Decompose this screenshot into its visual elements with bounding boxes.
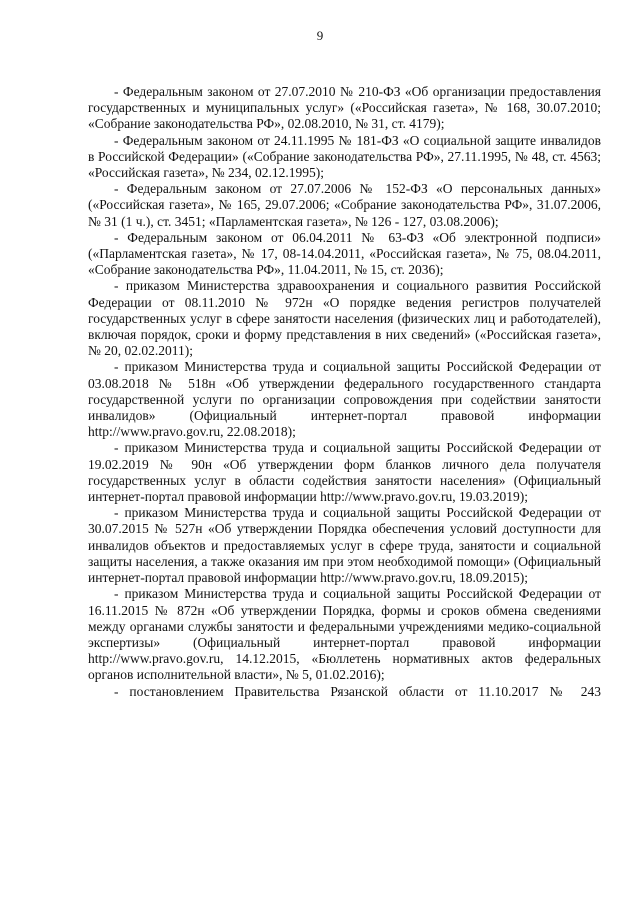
paragraph-law-181fz: - Федеральным законом от 24.11.1995 № 181-ФЗ «О социальной защите инвалидов в Российской Федерации» («Собрание законодательства РФ», 27.11.1995, № 48, ст. 4563; «Российская газета», № 234, 02.12.1995); [88,132,601,181]
paragraph-order-518n: - приказом Министерства труда и социальной защиты Российской Федерации от 03.08.2018 № 518н «Об утверждении федерального государственного стандарта государственной услуги по организации сопровождения при содействии занятости инвалидов» (Официальный интернет-портал правовой информации http://www.pravo.gov.ru, 22.08.2018); [88,359,601,440]
paragraph-order-872n: - приказом Министерства труда и социальной защиты Российской Федерации от 16.11.2015 № 872н «Об утверждении Порядка, формы и сроков обмена сведениями между органами службы занятости и федеральными учреждениями медико-социальной экспертизы» (Официальный интернет-портал правовой информации http://www.pravo.gov.ru, 14.12.2015, «Бюллетень нормативных актов федеральных органов исполнительной власти», № 5, 01.02.2016); [88,586,601,683]
legal-basis-list [88,84,601,700]
paragraph-resolution-243: - постановлением Правительства Рязанской области от 11.10.2017 № 243 [114,683,601,699]
page-number: 9 [316,28,324,43]
paragraph-law-63fz: - Федеральным законом от 06.04.2011 № 63-ФЗ «Об электронной подписи» («Парламентская газета», № 17, 08-14.04.2011, «Российская газета», № 75, 08.04.2011, «Собрание законодательства РФ», 11.04.2011, № 15, ст. 2036); [88,229,601,278]
paragraph-law-152fz: - Федеральным законом от 27.07.2006 № 152-ФЗ «О персональных данных» («Российская газета», № 165, 29.07.2006; «Собрание законодательства РФ», 31.07.2006, № 31 (1 ч.), ст. 3451; «Парламентская газета», № 126 - 127, 03.08.2006); [88,181,601,229]
paragraph-order-527n: - приказом Министерства труда и социальной защиты Российской Федерации от 30.07.2015 № 527н «Об утверждении Порядка обеспечения условий доступности для инвалидов объектов и предоставляемых услуг в сфере труда, занятости и социальной защиты населения, а также оказания им при этом необходимой помощи» (Официальный интернет-портал правовой информации http://www.pravo.gov.ru, 18.09.2015); [88,505,601,586]
paragraph-law-210fz: - Федеральным законом от 27.07.2010 № 210-ФЗ «Об организации предоставления государственных и муниципальных услуг» («Российская газета», № 168, 30.07.2010; «Собрание законодательства РФ», 02.08.2010, № 31, ст. 4179); [88,84,601,132]
paragraph-order-90n: - приказом Министерства труда и социальной защиты Российской Федерации от 19.02.2019 № 90н «Об утверждении форм бланков личного дела получателя государственных услуг в области содействия занятости населения» (Официальный интернет-портал правовой информации http://www.pravo.gov.ru, 19.03.2019); [88,440,601,505]
paragraph-order-972n: - приказом Министерства здравоохранения и социального развития Российской Федерации от 08.11.2010 № 972н «О порядке ведения регистров получателей государственных услуг в сфере занятости населения (физических лиц и работодателей), включая порядок, сроки и форму представления в них сведений» («Российская газета», № 20, 02.02.2011); [88,278,601,359]
